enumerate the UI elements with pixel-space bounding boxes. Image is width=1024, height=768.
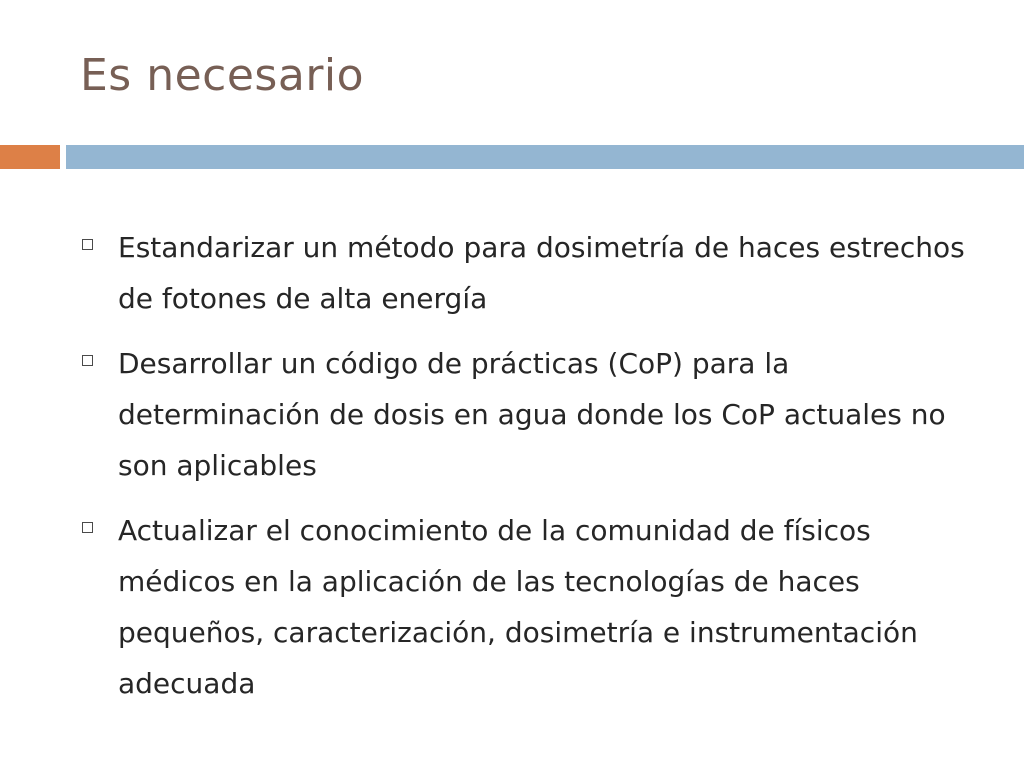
bullet-item <box>82 505 982 709</box>
bullet-list <box>82 222 982 723</box>
bullet-text: Estandarizar un método para dosimetría de haces estrechos de fotones de alta energía <box>118 231 965 315</box>
bullet-item <box>82 338 982 491</box>
bullet-text: Actualizar el conocimiento de la comunidad de físicos médicos en la aplicación de las tecnologías de haces pequeños, caracterización, dosimetría e instrumentación adecuada <box>118 514 918 700</box>
bullet-item <box>82 222 982 324</box>
square-bullet-icon <box>82 239 93 250</box>
bullet-text: Desarrollar un código de prácticas (CoP) para la determinación de dosis en agua donde los CoP actuales no son aplicables <box>118 347 946 482</box>
square-bullet-icon <box>82 355 93 366</box>
slide-title: Es necesario <box>80 50 365 101</box>
square-bullet-icon <box>82 522 93 533</box>
title-accent-bar <box>0 145 60 169</box>
title-divider-bar <box>66 145 1024 169</box>
